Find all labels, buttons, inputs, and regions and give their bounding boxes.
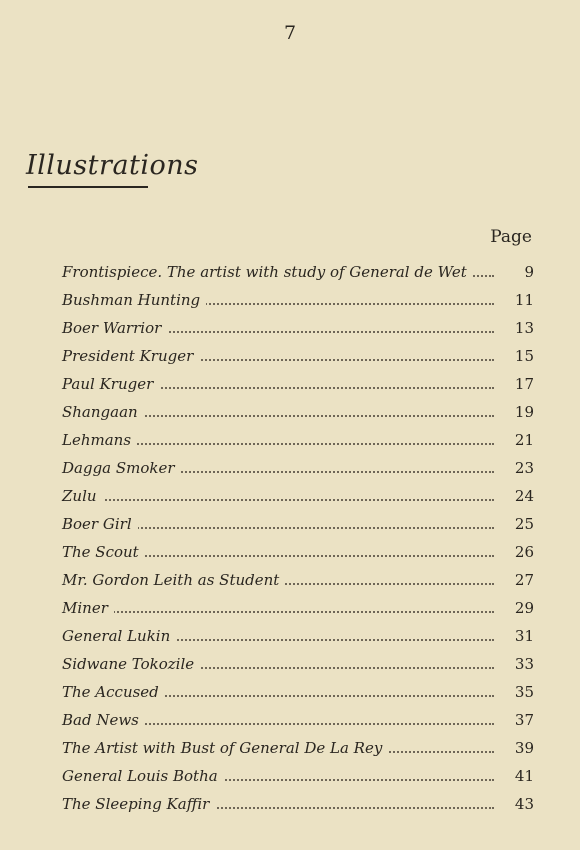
entry-title: Shangaan xyxy=(62,398,144,426)
entry-page-number: 23 xyxy=(502,454,534,482)
entry-title: President Kruger xyxy=(62,342,199,370)
list-item xyxy=(62,258,534,286)
entry-page-number: 13 xyxy=(502,314,534,342)
entry-title: Sidwane Tokozile xyxy=(62,650,200,678)
list-item xyxy=(62,706,534,734)
list-item xyxy=(62,454,534,482)
list-item xyxy=(62,762,534,790)
heading-underline xyxy=(28,186,148,188)
list-item xyxy=(62,594,534,622)
entry-title: Lehmans xyxy=(62,426,137,454)
entry-page-number: 15 xyxy=(502,342,534,370)
list-item xyxy=(62,622,534,650)
entry-page-number: 43 xyxy=(502,790,534,818)
list-item xyxy=(62,342,534,370)
list-item xyxy=(62,734,534,762)
entry-page-number: 33 xyxy=(502,650,534,678)
entry-page-number: 35 xyxy=(502,678,534,706)
dot-leader xyxy=(62,499,494,501)
entry-page-number: 24 xyxy=(502,482,534,510)
list-item xyxy=(62,566,534,594)
list-item xyxy=(62,370,534,398)
entry-title: The Accused xyxy=(62,678,165,706)
entry-page-number: 11 xyxy=(502,286,534,314)
entry-title: Bad News xyxy=(62,706,145,734)
list-item xyxy=(62,790,534,818)
list-item xyxy=(62,650,534,678)
page-column-label: Page xyxy=(490,227,532,247)
entry-page-number: 25 xyxy=(502,510,534,538)
list-item xyxy=(62,398,534,426)
entry-title: Zulu xyxy=(62,482,103,510)
dot-leader xyxy=(62,611,494,613)
entry-page-number: 9 xyxy=(502,258,534,286)
entry-page-number: 21 xyxy=(502,426,534,454)
entry-page-number: 29 xyxy=(502,594,534,622)
entry-page-number: 41 xyxy=(502,762,534,790)
list-item xyxy=(62,538,534,566)
page-heading: Illustrations xyxy=(26,150,199,181)
entry-page-number: 31 xyxy=(502,622,534,650)
entry-title: Boer Warrior xyxy=(62,314,167,342)
list-item xyxy=(62,678,534,706)
page-number: 7 xyxy=(283,22,297,44)
list-item xyxy=(62,482,534,510)
list-item xyxy=(62,314,534,342)
list-item xyxy=(62,286,534,314)
entry-title: Frontispiece. The artist with study of General de Wet xyxy=(62,258,473,286)
list-item xyxy=(62,426,534,454)
entry-page-number: 26 xyxy=(502,538,534,566)
list-item xyxy=(62,510,534,538)
entry-page-number: 19 xyxy=(502,398,534,426)
entry-title: Dagga Smoker xyxy=(62,454,181,482)
entry-title: The Artist with Bust of General De La Rey xyxy=(62,734,388,762)
entry-title: Paul Kruger xyxy=(62,370,159,398)
entry-title: Boer Girl xyxy=(62,510,138,538)
entry-title: Mr. Gordon Leith as Student xyxy=(62,566,285,594)
entry-title: The Scout xyxy=(62,538,145,566)
entry-page-number: 37 xyxy=(502,706,534,734)
entry-title: General Louis Botha xyxy=(62,762,224,790)
entry-page-number: 39 xyxy=(502,734,534,762)
entry-title: General Lukin xyxy=(62,622,176,650)
entry-title: Miner xyxy=(62,594,114,622)
entry-title: The Sleeping Kaffir xyxy=(62,790,215,818)
illustrations-list xyxy=(62,258,534,818)
entry-page-number: 27 xyxy=(502,566,534,594)
entry-page-number: 17 xyxy=(502,370,534,398)
entry-title: Bushman Hunting xyxy=(62,286,206,314)
